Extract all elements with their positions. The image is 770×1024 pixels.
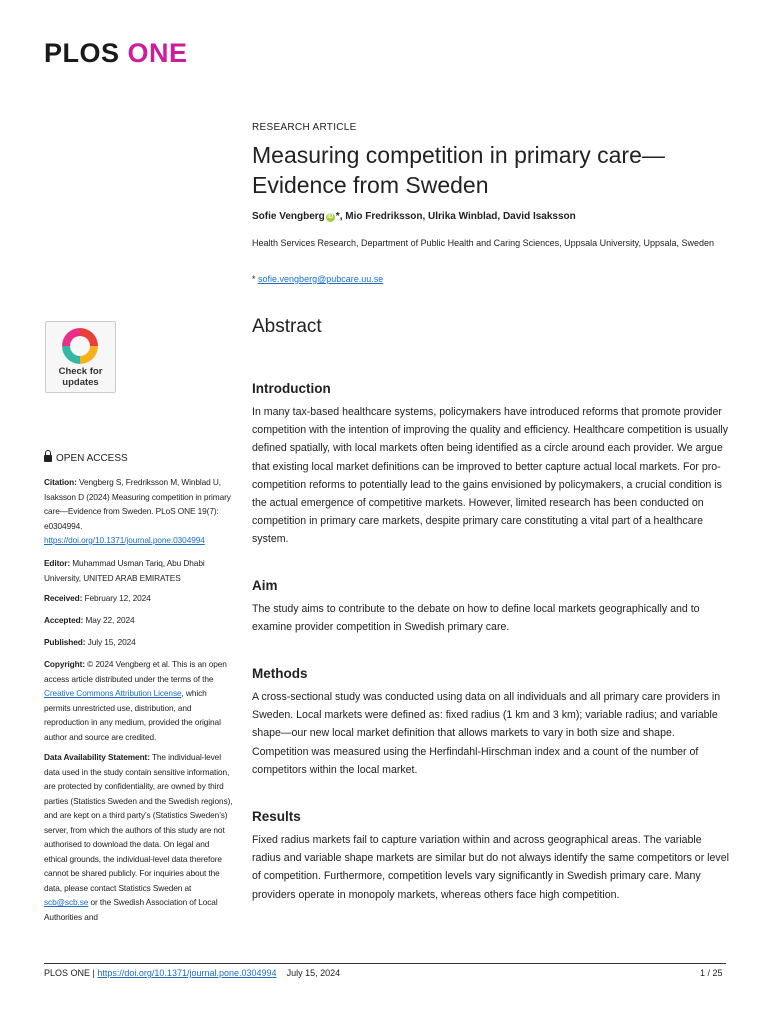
- copyright-block: [44, 657, 234, 744]
- copyright-label: Copyright:: [44, 659, 85, 669]
- copyright-text-1: © 2024 Vengberg et al. This is an open access article distributed under the terms of the: [44, 659, 227, 684]
- footer-doi-link[interactable]: https://doi.org/10.1371/journal.pone.0304994: [97, 968, 277, 978]
- footer-separator: |: [92, 968, 95, 978]
- methods-text: A cross-sectional study was conducted using data on all individuals and all primary care providers in Sweden. Local markets were defined as: fixed radius (1 km and 3 km); variable radius; and variable shape—our new local market definition that allows markets to vary in both size and shape. Competition was measured using the Herfindahl-Hirschman index and a count of the number of competitors within the local market.: [252, 691, 721, 776]
- open-access-label: OPEN ACCESS: [56, 453, 128, 464]
- footer-date: July 15, 2024: [286, 968, 341, 978]
- corresponding-email: [252, 274, 383, 284]
- logo-one: ONE: [127, 38, 188, 68]
- received-block: [44, 591, 234, 606]
- author-rest: *, Mio Fredriksson, Ulrika Winblad, David Isaksson: [335, 211, 576, 222]
- check-updates-line1: Check for: [58, 366, 103, 377]
- results-heading: Results: [252, 809, 301, 824]
- aim-text: The study aims to contribute to the debate on how to define local markets geographically and to examine provider competition in Swedish primary care.: [252, 603, 700, 634]
- check-for-updates-badge[interactable]: [45, 321, 116, 393]
- author-first: Sofie Vengberg: [252, 211, 325, 222]
- editor-label: Editor:: [44, 558, 71, 568]
- data-availability-text-2: or the Swedish Association of Local Authorities and: [44, 897, 218, 922]
- footer: [44, 968, 340, 978]
- accepted-label: Accepted:: [44, 615, 84, 625]
- accepted-block: [44, 613, 234, 628]
- article-title: Measuring competition in primary care—Evidence from Sweden: [252, 142, 665, 198]
- footer-divider: [44, 963, 726, 964]
- editor-block: [44, 556, 234, 585]
- citation-text: Vengberg S, Fredriksson M, Winblad U, Isaksson D (2024) Measuring competition in primary care—Evidence from Sweden. PLoS ONE 19(7): e0304994.: [44, 477, 231, 531]
- accepted-date: May 22, 2024: [85, 615, 135, 625]
- citation-label: Citation:: [44, 477, 77, 487]
- open-lock-icon: [44, 455, 52, 462]
- data-email-link[interactable]: scb@scb.se: [44, 897, 89, 907]
- logo-plos: PLOS: [44, 38, 120, 68]
- editor-text: Muhammad Usman Tariq, Abu Dhabi University, UNITED ARAB EMIRATES: [44, 558, 205, 583]
- published-date: July 15, 2024: [87, 637, 136, 647]
- introduction-heading: Introduction: [252, 381, 331, 396]
- corresponding-mark: *: [252, 274, 256, 284]
- introduction-text: In many tax-based healthcare systems, policymakers have introduced reforms that promote provider competition with the intention of improving the quality and efficiency. Healthcare competition is usually defined spatially, with local markets often being identified as a circle around each provider. We argue that existing local market definitions can be improved to better capture actual local markets. For pro-competition reforms to potentially lead to the gains envisioned by policymakers, a crucial condition is the actual emergence of competitive markets. However, limited research has been conducted on competition in primary care markets, despite primary care constituting a vital part of a healthcare system.: [252, 406, 728, 546]
- aim-heading: Aim: [252, 578, 278, 593]
- page-number: 1 / 25: [700, 968, 723, 978]
- journal-logo[interactable]: [44, 38, 188, 69]
- author-list: [252, 211, 732, 222]
- received-date: February 12, 2024: [84, 593, 151, 603]
- published-label: Published:: [44, 637, 86, 647]
- abstract-heading: Abstract: [252, 316, 322, 337]
- published-block: [44, 635, 234, 650]
- methods-heading: Methods: [252, 666, 308, 681]
- open-access: [44, 453, 128, 464]
- data-availability-label: Data Availability Statement:: [44, 752, 150, 762]
- footer-journal: PLOS ONE: [44, 968, 91, 978]
- citation-doi-link[interactable]: https://doi.org/10.1371/journal.pone.0304994: [44, 535, 205, 545]
- data-availability-block: [44, 750, 234, 924]
- results-text: Fixed radius markets fail to capture variation within and across geographical areas. The variable radius and variable shape markets are similar but do not always identify the same competitors or level of competition. Furthermore, competition levels vary significantly in Swedish primary care. Many providers operate in monopoly markets, whereas others face high competition.: [252, 834, 729, 901]
- orcid-icon[interactable]: iD: [327, 214, 334, 220]
- check-updates-line2: updates: [62, 377, 99, 388]
- data-availability-text-1: The individual-level data used in the study contain sensitive information, are protected by confidentiality, are owned by third parties (Statistics Sweden and the Swedish regions), and are kept on a third party’s (Statistics Sweden’s) server, from which the authors of this study are not authorised to download the data. On legal and ethical grounds, the individual-level data therefore cannot be shared publicly. For inquiries about the data, please contact Statistics Sweden at: [44, 752, 233, 893]
- article-type: RESEARCH ARTICLE: [252, 122, 357, 133]
- email-link[interactable]: sofie.vengberg@pubcare.uu.se: [258, 274, 384, 284]
- copyright-text-2: , which permits unrestricted use, distribution, and reproduction in any medium, provided the original author and source are credited.: [44, 688, 221, 742]
- affiliation: Health Services Research, Department of Public Health and Caring Sciences, Uppsala University, Uppsala, Sweden: [252, 238, 715, 248]
- crossmark-icon: [62, 328, 98, 364]
- license-link[interactable]: Creative Commons Attribution License: [44, 688, 182, 698]
- received-label: Received:: [44, 593, 83, 603]
- citation-block: [44, 475, 234, 548]
